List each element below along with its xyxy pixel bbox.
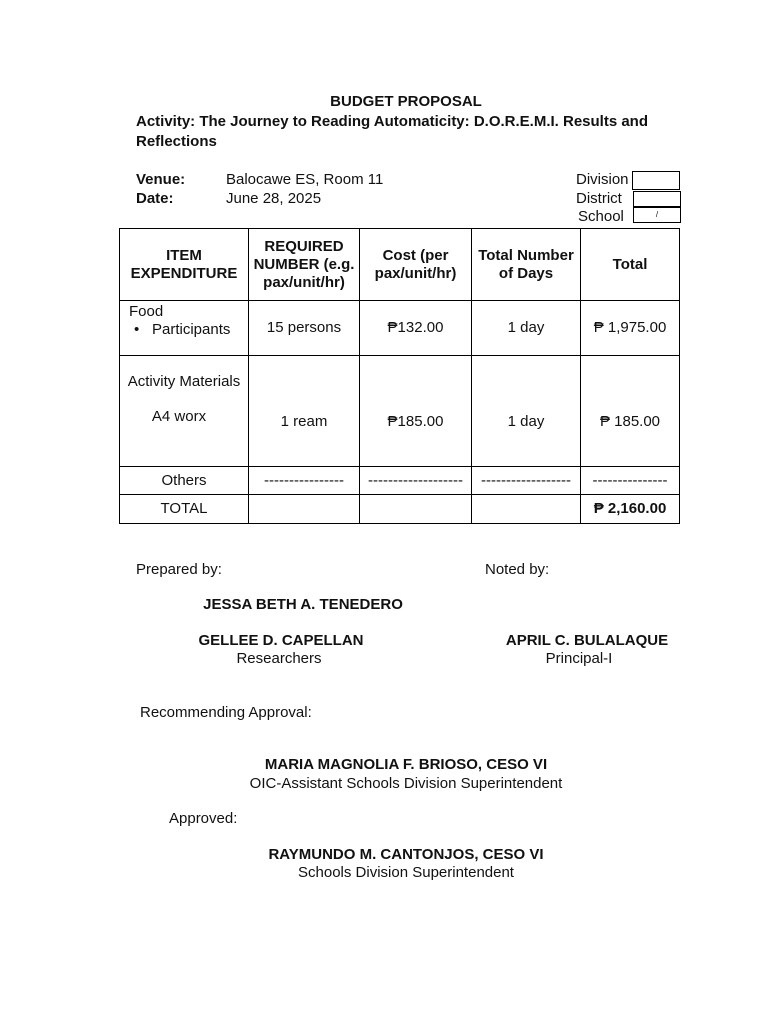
principal-role: Principal-I	[545, 650, 613, 667]
total-empty-2	[360, 495, 472, 524]
date-value: June 28, 2025	[226, 190, 322, 207]
others-required: ----------------	[249, 467, 360, 495]
noted-by-label: Noted by:	[485, 561, 550, 578]
food-cost: ₱132.00	[360, 301, 472, 356]
researcher-name-2: GELLEE D. CAPELLAN	[198, 632, 364, 649]
district-checkbox[interactable]	[633, 191, 681, 207]
table-row-others	[120, 467, 680, 495]
materials-days: 1 day	[472, 356, 581, 467]
venue-label: Venue:	[136, 171, 186, 188]
food-required: 15 persons	[249, 301, 360, 356]
sds-name: RAYMUNDO M. CANTONJOS, CESO VI	[268, 846, 544, 863]
asds-name: MARIA MAGNOLIA F. BRIOSO, CESO VI	[264, 756, 548, 773]
food-total: ₱ 1,975.00	[581, 301, 680, 356]
grand-total-value: ₱ 2,160.00	[581, 495, 680, 524]
division-label: Division	[576, 171, 629, 188]
date-label: Date:	[136, 190, 174, 207]
recommending-approval-label: Recommending Approval:	[140, 704, 312, 721]
table-row-total	[120, 495, 680, 524]
activity-title: Activity: The Journey to Reading Automaticity: D.O.R.E.M.I. Results and Reflections	[136, 113, 649, 150]
materials-required: 1 ream	[249, 356, 360, 467]
others-label: Others	[120, 467, 249, 495]
approved-label: Approved:	[169, 810, 238, 827]
district-label: District	[576, 190, 622, 207]
header-required-number: REQUIRED NUMBER (e.g. pax/unit/hr)	[249, 229, 360, 301]
asds-role: OIC-Assistant Schools Division Superintendent	[249, 775, 563, 792]
materials-total: ₱ 185.00	[581, 356, 680, 467]
materials-cost: ₱185.00	[360, 356, 472, 467]
total-label: TOTAL	[120, 495, 249, 524]
budget-table	[119, 228, 680, 524]
researcher-name-1: JESSA BETH A. TENEDERO	[203, 596, 403, 613]
food-category: Food	[129, 303, 164, 320]
food-item: • Participants	[134, 321, 231, 338]
table-header-row	[120, 229, 680, 301]
bullet-icon: •	[134, 321, 140, 338]
school-label: School	[578, 208, 624, 225]
others-total: ---------------	[581, 467, 680, 495]
division-checkbox[interactable]	[632, 171, 680, 190]
materials-item: A4 worx	[151, 408, 207, 425]
table-row-food	[120, 301, 680, 356]
food-days: 1 day	[472, 301, 581, 356]
venue-value: Balocawe ES, Room 11	[226, 171, 384, 188]
document-title: BUDGET PROPOSAL	[330, 93, 482, 110]
sds-role: Schools Division Superintendent	[298, 864, 514, 881]
others-cost: -------------------	[360, 467, 472, 495]
header-total: Total	[581, 229, 680, 301]
others-days: ------------------	[472, 467, 581, 495]
principal-name: APRIL C. BULALAQUE	[505, 632, 669, 649]
header-item-expenditure: ITEM EXPENDITURE	[120, 229, 249, 301]
food-item-cell	[120, 301, 249, 356]
total-empty-3	[472, 495, 581, 524]
school-checkbox[interactable]	[633, 207, 681, 223]
school-check-mark: /	[655, 210, 659, 219]
table-row-materials	[120, 356, 680, 467]
materials-item-cell	[120, 356, 249, 467]
researchers-role: Researchers	[236, 650, 322, 667]
header-cost: Cost (per pax/unit/hr)	[360, 229, 472, 301]
header-total-days: Total Number of Days	[472, 229, 581, 301]
prepared-by-label: Prepared by:	[136, 561, 222, 578]
materials-category: Activity Materials	[127, 373, 241, 390]
total-empty-1	[249, 495, 360, 524]
